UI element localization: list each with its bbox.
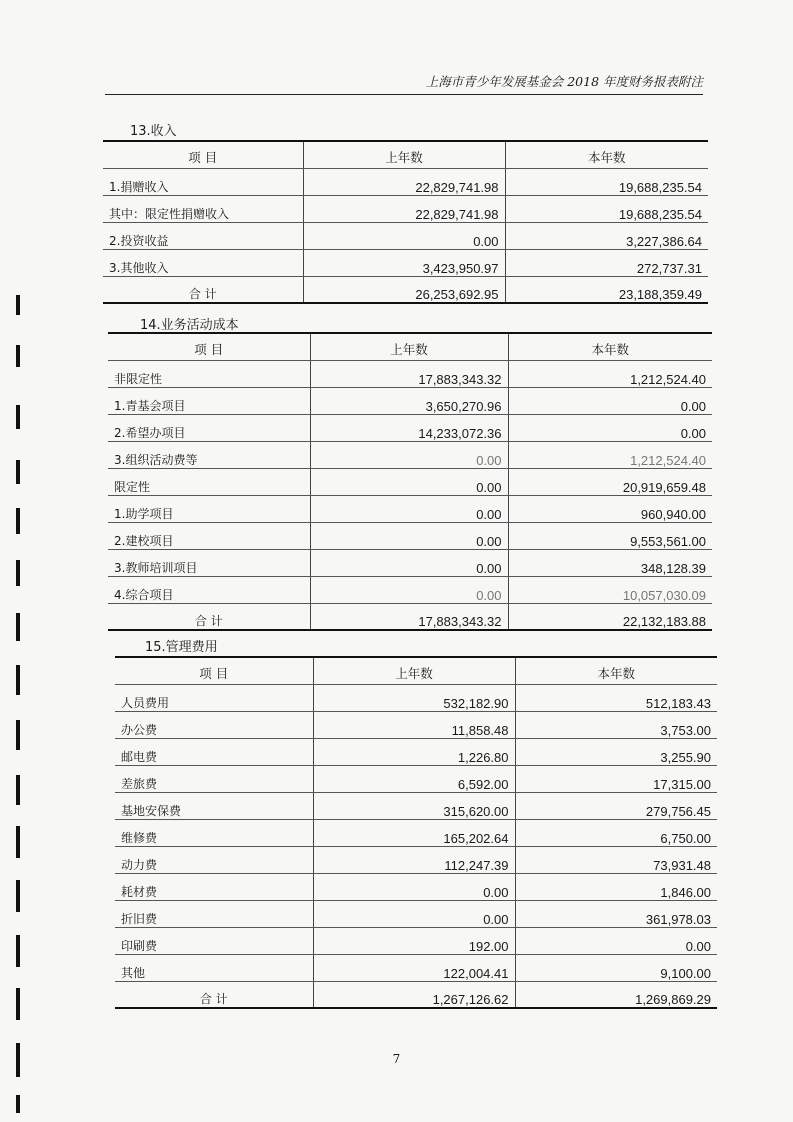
- curr-value: 361,978.03: [515, 900, 717, 927]
- prev-value: 192.00: [313, 927, 515, 954]
- prev-value: 22,829,741.98: [303, 195, 505, 222]
- binding-mark: [16, 935, 20, 967]
- prev-value: 14,233,072.36: [310, 414, 508, 441]
- curr-value: 512,183.43: [515, 684, 717, 711]
- curr-value: 279,756.45: [515, 792, 717, 819]
- prev-value: 6,592.00: [313, 765, 515, 792]
- table-row: [103, 168, 708, 195]
- curr-value: 272,737.31: [505, 249, 708, 276]
- curr-value: 1,212,524.40: [508, 360, 712, 387]
- table-row: [115, 954, 717, 981]
- column-header-curr: 本年数: [505, 141, 708, 168]
- table-row: [115, 873, 717, 900]
- prev-value: 0.00: [310, 522, 508, 549]
- admin-expense-table: [115, 656, 717, 1009]
- column-header-curr: 本年数: [508, 333, 712, 360]
- table-row: [108, 360, 712, 387]
- table-row: [108, 522, 712, 549]
- binding-mark: [16, 405, 20, 429]
- table-row: [108, 387, 712, 414]
- binding-mark: [16, 613, 20, 641]
- prev-value: 0.00: [313, 873, 515, 900]
- curr-value: 348,128.39: [508, 549, 712, 576]
- table-row: [108, 495, 712, 522]
- curr-value: 19,688,235.54: [505, 195, 708, 222]
- column-header-curr: 本年数: [515, 657, 717, 684]
- prev-value: 0.00: [303, 222, 505, 249]
- row-label: 维修费: [115, 819, 313, 846]
- section-title-income: 13.收入: [130, 124, 177, 139]
- row-label: 基地安保费: [115, 792, 313, 819]
- table-row: [115, 684, 717, 711]
- table-row: [103, 249, 708, 276]
- total-label: 合 计: [115, 981, 313, 1008]
- table-row: [108, 468, 712, 495]
- row-label: 非限定性: [108, 360, 310, 387]
- row-label: 3.教师培训项目: [108, 549, 310, 576]
- prev-value: 112,247.39: [313, 846, 515, 873]
- column-header-item: 项 目: [115, 657, 313, 684]
- total-row: [115, 981, 717, 1008]
- row-label: 耗材费: [115, 873, 313, 900]
- row-label: 3.其他收入: [103, 249, 303, 276]
- row-label: 折旧费: [115, 900, 313, 927]
- binding-mark: [16, 880, 20, 912]
- row-label: 邮电费: [115, 738, 313, 765]
- total-prev: 1,267,126.62: [313, 981, 515, 1008]
- prev-value: 315,620.00: [313, 792, 515, 819]
- curr-value: 3,753.00: [515, 711, 717, 738]
- curr-value: 10,057,030.09: [508, 576, 712, 603]
- binding-mark: [16, 1095, 20, 1113]
- business-cost-table: [108, 332, 712, 631]
- curr-value: 9,553,561.00: [508, 522, 712, 549]
- row-label: 3.组织活动费等: [108, 441, 310, 468]
- section-title-admin-expense: 15.管理费用: [145, 640, 218, 655]
- table-row: [103, 222, 708, 249]
- prev-value: 122,004.41: [313, 954, 515, 981]
- row-label: 1.捐赠收入: [103, 168, 303, 195]
- table-row: [108, 441, 712, 468]
- row-label: 4.综合项目: [108, 576, 310, 603]
- binding-mark: [16, 988, 20, 1020]
- page-number: 7: [392, 1052, 401, 1066]
- curr-value: 3,227,386.64: [505, 222, 708, 249]
- prev-value: 11,858.48: [313, 711, 515, 738]
- row-label: 办公费: [115, 711, 313, 738]
- total-row: [108, 603, 712, 630]
- curr-value: 0.00: [515, 927, 717, 954]
- curr-value: 9,100.00: [515, 954, 717, 981]
- binding-mark: [16, 460, 20, 484]
- binding-mark: [16, 775, 20, 805]
- binding-mark: [16, 826, 20, 858]
- total-prev: 17,883,343.32: [310, 603, 508, 630]
- row-label: 1.助学项目: [108, 495, 310, 522]
- column-header-item: 项 目: [108, 333, 310, 360]
- curr-value: 19,688,235.54: [505, 168, 708, 195]
- prev-value: 165,202.64: [313, 819, 515, 846]
- table-row: [115, 819, 717, 846]
- row-label: 印刷费: [115, 927, 313, 954]
- curr-value: 1,846.00: [515, 873, 717, 900]
- curr-value: 6,750.00: [515, 819, 717, 846]
- binding-mark: [16, 560, 20, 586]
- total-curr: 23,188,359.49: [505, 276, 708, 303]
- prev-value: 17,883,343.32: [310, 360, 508, 387]
- table-row: [115, 765, 717, 792]
- page-header: 上海市青少年发展基金会 2018 年度财务报表附注: [105, 72, 703, 95]
- binding-mark: [16, 665, 20, 695]
- row-label: 差旅费: [115, 765, 313, 792]
- binding-mark: [16, 295, 20, 315]
- total-curr: 22,132,183.88: [508, 603, 712, 630]
- curr-value: 20,919,659.48: [508, 468, 712, 495]
- curr-value: 960,940.00: [508, 495, 712, 522]
- curr-value: 1,212,524.40: [508, 441, 712, 468]
- table-row: [103, 195, 708, 222]
- row-label: 动力费: [115, 846, 313, 873]
- binding-mark: [16, 345, 20, 367]
- table-row: [115, 900, 717, 927]
- prev-value: 1,226.80: [313, 738, 515, 765]
- prev-value: 3,650,270.96: [310, 387, 508, 414]
- prev-value: 22,829,741.98: [303, 168, 505, 195]
- table-row: [115, 846, 717, 873]
- table-row: [108, 414, 712, 441]
- curr-value: 17,315.00: [515, 765, 717, 792]
- binding-mark: [16, 508, 20, 534]
- row-label: 其中：限定性捐赠收入: [103, 195, 303, 222]
- row-label: 其他: [115, 954, 313, 981]
- prev-value: 0.00: [310, 495, 508, 522]
- prev-value: 0.00: [313, 900, 515, 927]
- total-label: 合 计: [108, 603, 310, 630]
- prev-value: 0.00: [310, 549, 508, 576]
- curr-value: 0.00: [508, 387, 712, 414]
- row-label: 1.青基会项目: [108, 387, 310, 414]
- row-label: 2.建校项目: [108, 522, 310, 549]
- prev-value: 532,182.90: [313, 684, 515, 711]
- table-row: [108, 549, 712, 576]
- column-header-prev: 上年数: [313, 657, 515, 684]
- section-title-business-cost: 14.业务活动成本: [140, 318, 239, 333]
- prev-value: 3,423,950.97: [303, 249, 505, 276]
- row-label: 人员费用: [115, 684, 313, 711]
- total-label: 合 计: [103, 276, 303, 303]
- total-prev: 26,253,692.95: [303, 276, 505, 303]
- income-table: [103, 140, 708, 304]
- table-row: [108, 576, 712, 603]
- row-label: 2.希望办项目: [108, 414, 310, 441]
- table-row: [115, 792, 717, 819]
- total-row: [103, 276, 708, 303]
- table-row: [115, 738, 717, 765]
- table-row: [115, 711, 717, 738]
- column-header-item: 项 目: [103, 141, 303, 168]
- column-header-prev: 上年数: [303, 141, 505, 168]
- column-header-prev: 上年数: [310, 333, 508, 360]
- curr-value: 0.00: [508, 414, 712, 441]
- curr-value: 73,931.48: [515, 846, 717, 873]
- total-curr: 1,269,869.29: [515, 981, 717, 1008]
- table-row: [115, 927, 717, 954]
- prev-value: 0.00: [310, 576, 508, 603]
- row-label: 2.投资收益: [103, 222, 303, 249]
- curr-value: 3,255.90: [515, 738, 717, 765]
- row-label: 限定性: [108, 468, 310, 495]
- binding-mark: [16, 720, 20, 750]
- prev-value: 0.00: [310, 468, 508, 495]
- prev-value: 0.00: [310, 441, 508, 468]
